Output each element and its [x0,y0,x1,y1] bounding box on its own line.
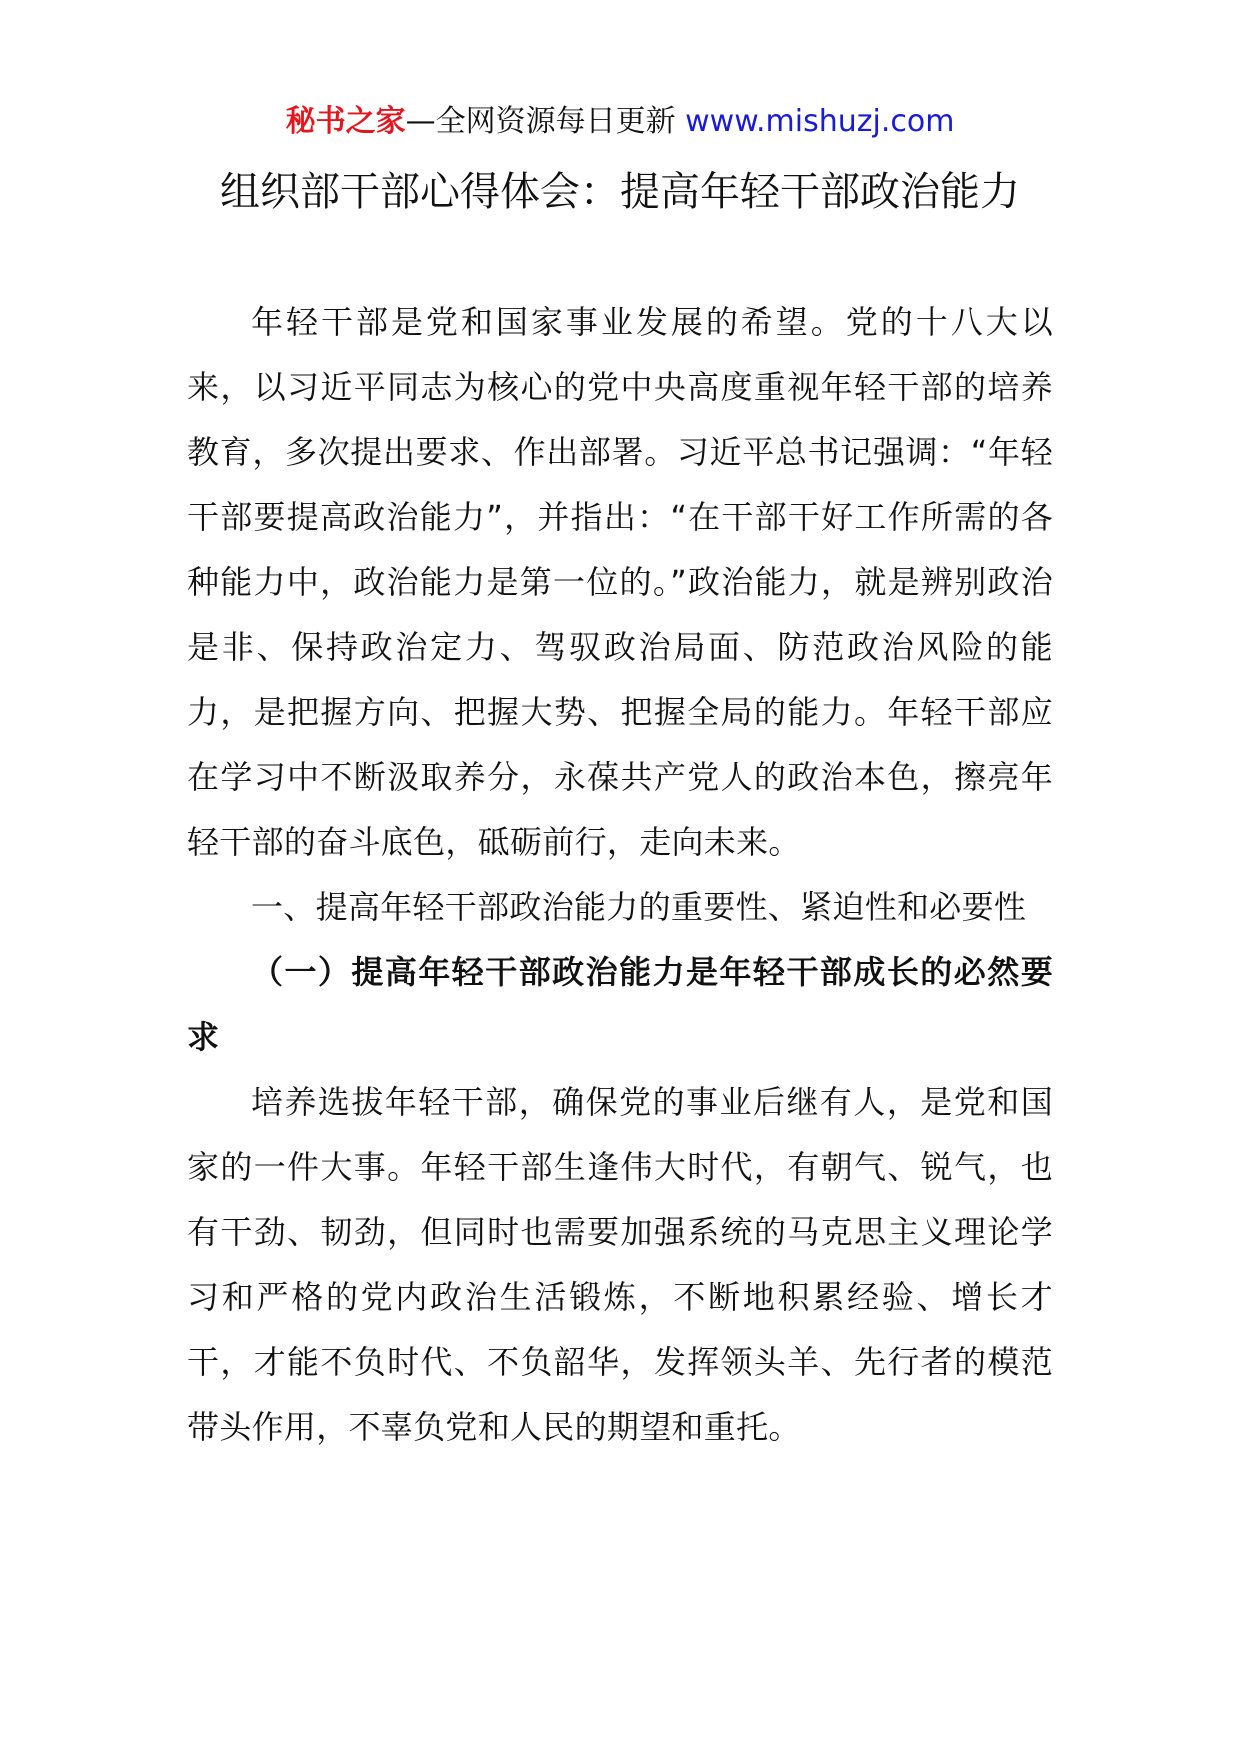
subsection-heading-1: （一）提高年轻干部政治能力是年轻干部成长的必然要求 [187,953,1053,1056]
brand-name: 秘书之家 [285,104,406,139]
document-body [187,290,1053,1460]
body-paragraph: 培养选拔年轻干部，确保党的事业后继有人，是党和国家的一件大事。年轻干部生逢伟大时代，有朝气、锐气，也有干劲、韧劲，但同时也需要加强系统的马克思主义理论学习和严格的党内政治生活锻炼，不断地积累经验、增长才干，才能不负时代、不负韶华，发挥领头羊、先行者的模范带头作用，不辜负党和人民的期望和重托。 [187,1083,1053,1446]
site-url-link[interactable]: www.mishuzj.com [685,104,955,139]
site-header [0,100,1240,144]
section-heading-1: 一、提高年轻干部政治能力的重要性、紧迫性和必要性 [251,888,1027,926]
header-tagline: —全网资源每日更新 [405,104,686,139]
intro-paragraph: 年轻干部是党和国家事业发展的希望。党的十八大以来，以习近平同志为核心的党中央高度重视年轻干部的培养教育，多次提出要求、作出部署。习近平总书记强调：“年轻干部要提高政治能力”，并指出：“在干部干好工作所需的各种能力中，政治能力是第一位的。”政治能力，就是辨别政治是非、保持政治定力、驾驭政治局面、防范政治风险的能力，是把握方向、把握大势、把握全局的能力。年轻干部应在学习中不断汲取养分，永葆共产党人的政治本色，擦亮年轻干部的奋斗底色，砥砺前行，走向未来。 [187,303,1053,861]
document-title: 组织部干部心得体会：提高年轻干部政治能力 [220,169,1020,215]
